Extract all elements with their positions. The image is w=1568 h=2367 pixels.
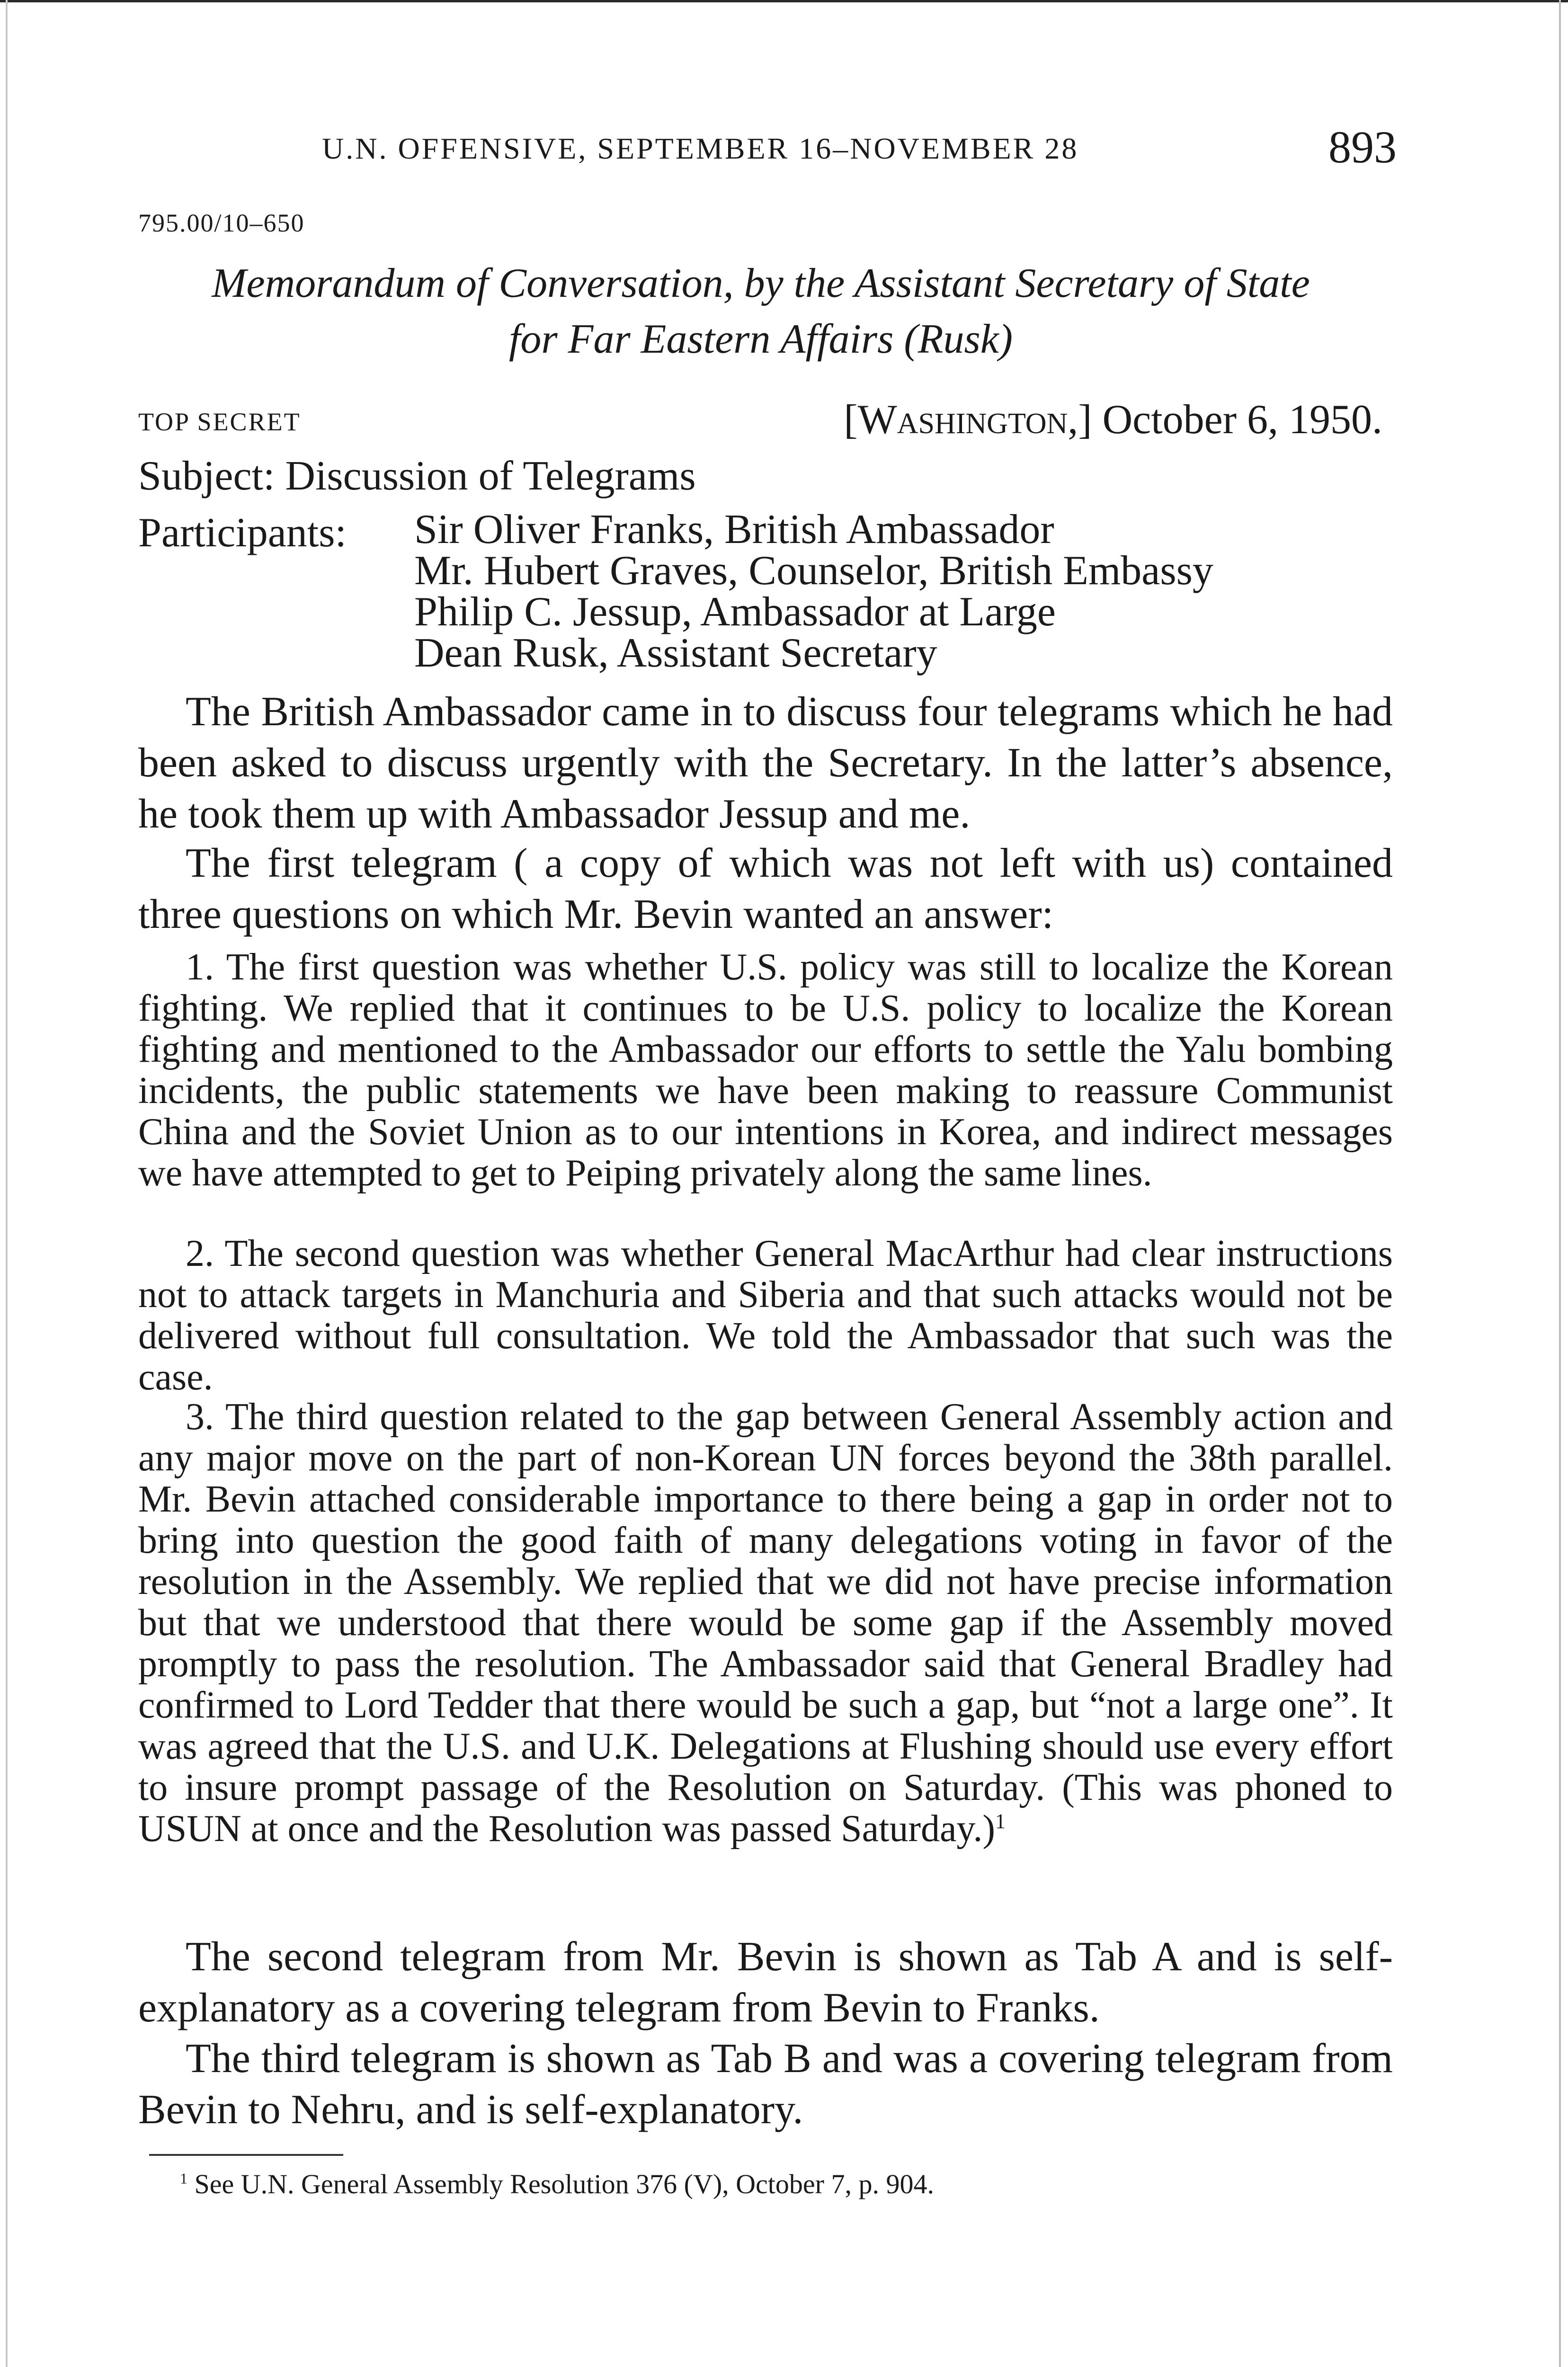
document-title xyxy=(138,256,1383,367)
place-and-date: [Washington,] October 6, 1950. xyxy=(844,397,1382,443)
question-2: 2. The second question was whether General MacArthur had clear instructions not to attack targets in Manchuria and Siberia and that such attacks would not be delivered without full consultation. We told the Ambassador that such was the case. xyxy=(138,1233,1393,1398)
participant: Philip C. Jessup, Ambassador at Large xyxy=(414,589,1056,635)
title-line-1: Memorandum of Conversation, by the Assistant Secretary of State xyxy=(212,260,1310,306)
title-line-2: for Far Eastern Affairs (Rusk) xyxy=(508,316,1013,362)
document-file-number: 795.00/10–650 xyxy=(138,209,305,237)
subject-label: Subject: xyxy=(138,453,275,499)
footnote-reference: 1 xyxy=(995,1809,1006,1833)
subject-value: Discussion of Telegrams xyxy=(285,453,696,499)
participants-label: Participants: xyxy=(138,510,347,556)
footnote xyxy=(180,2168,934,2200)
scan-top-edge xyxy=(0,0,1568,2)
footnote-text: See U.N. General Assembly Resolution 376 (V), October 7, p. 904. xyxy=(194,2169,934,2199)
place: Washington xyxy=(857,397,1068,443)
footnote-divider xyxy=(149,2154,343,2156)
footnote-marker: 1 xyxy=(180,2170,187,2187)
participant: Sir Oliver Franks, British Ambassador xyxy=(414,507,1054,552)
running-head: U.N. OFFENSIVE, SEPTEMBER 16–NOVEMBER 28 xyxy=(322,132,1079,165)
classification-marking: TOP SECRET xyxy=(138,408,301,436)
participant: Dean Rusk, Assistant Secretary xyxy=(414,630,937,676)
date: October 6, 1950. xyxy=(1102,397,1382,443)
question-3-text: 3. The third question related to the gap between General Assembly action and any major move on the part of non-Korean UN forces beyond the 38th parallel. Mr. Bevin attached considerable importance to there being a gap in order not to bring into question the good faith of many delegations voting in favor of the resolution in the Assembly. We replied that we did not have precise information but that we understood that there would be some gap if the Assembly moved promptly to pass the resolution. The Ambassador said that General Bradley had confirmed to Lord Tedder that there would be such a gap, but “not a large one”. It was agreed that the U.S. and U.K. Delegations at Flushing should use every effort to insure prompt passage of the Resolution on Saturday. (This was phoned to USUN at once and the Resolution was passed Saturday.) xyxy=(138,1396,1393,1850)
question-1: 1. The first question was whether U.S. policy was still to localize the Korean fighting. We replied that it continues to be U.S. policy to localize the Korean fighting and mentioned to the Ambassador our efforts to settle the Yalu bombing incidents, the public statements we have been making to reassure Communist China and the Soviet Union as to our intentions in Korea, and indirect messages we have attempted to get to Peiping privately along the same lines. xyxy=(138,946,1393,1194)
participant: Mr. Hubert Graves, Counselor, British Embassy xyxy=(414,548,1213,594)
scan-right-edge xyxy=(1559,0,1561,2367)
page-number: 893 xyxy=(1328,122,1397,172)
subject-line xyxy=(138,452,696,500)
page-header xyxy=(322,121,1397,178)
question-3 xyxy=(138,1397,1393,1850)
participants-list xyxy=(414,509,1213,674)
paragraph-intro: The British Ambassador came in to discuss four telegrams which he had been asked to discuss urgently with the Secretary. In the latter’s absence, he took them up with Ambassador Jessup and me. xyxy=(138,689,1393,837)
paragraph-first-telegram: The first telegram ( a copy of which was not left with us) contained three questions on which Mr. Bevin wanted an answer: xyxy=(138,840,1393,937)
scan-left-edge xyxy=(6,0,8,2367)
paragraph-second-telegram: The second telegram from Mr. Bevin is shown as Tab A and is self-explanatory as a covering telegram from Bevin to Franks. xyxy=(138,1934,1393,2031)
paragraph-third-telegram: The third telegram is shown as Tab B and was a covering telegram from Bevin to Nehru, and is self-explanatory. xyxy=(138,2036,1393,2133)
